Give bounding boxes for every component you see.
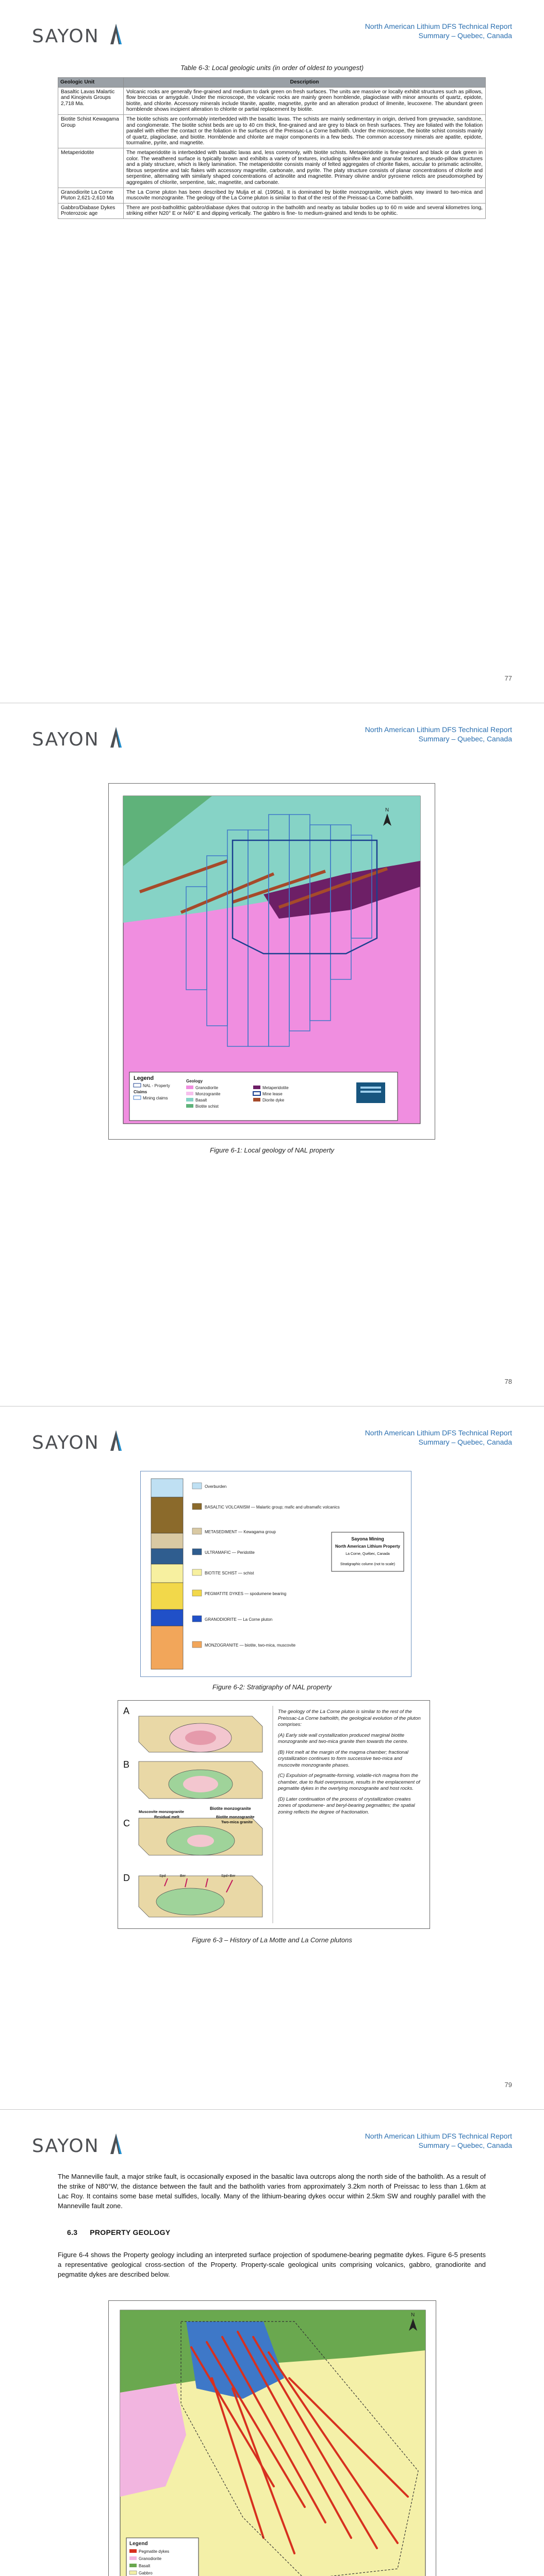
figure-caption: Figure 6-3 – History of La Motte and La Corne plutons: [192, 1936, 352, 1944]
strat-unit-label: GRANODIORITE — La Corne pluton: [205, 1617, 273, 1622]
report-subtitle: Summary – Quebec, Canada: [418, 31, 512, 40]
strat-unit-label: PEGMATITE DYKES — spodumene bearing: [205, 1591, 287, 1596]
figure-step-text: (B) Hot melt at the margin of the magma chamber; fractional crystallization continues to form successive two-mica and muscovite monzogranite phases.: [278, 1749, 408, 1768]
legend-label: Biotite schist: [195, 1104, 219, 1109]
logo-text: SAYON: [32, 2136, 100, 2157]
local-geology-map: [108, 783, 435, 1140]
svg-text:N: N: [411, 2312, 415, 2318]
property-geology-map: [108, 2300, 436, 2576]
column-header: Geologic Unit: [58, 78, 124, 88]
logo-accent-icon: [109, 1428, 123, 1452]
report-header: [365, 1428, 512, 1447]
stratigraphy-figure: [140, 1471, 411, 1677]
document-page: [0, 703, 544, 1406]
stratigraphy-graphic: [141, 1471, 411, 1676]
legend-label: Claims: [134, 1090, 147, 1094]
property-map-graphic: [109, 2301, 436, 2576]
body-paragraph: Figure 6-4 shows the Property geology including an interpreted surface projection of spodumene-bearing pegmatite dykes. Figure 6-5 presents a representative geological cross-section of the Property. Property-scale geological units comprising volcanics, gabbro, granodiorite and pegmatite dykes are described below.: [58, 2251, 486, 2278]
geology-map-graphic: [109, 784, 435, 1139]
figure-label: Muscovite monzogranite: [139, 1809, 184, 1814]
page-number: 79: [504, 2081, 512, 2089]
figure-caption: Figure 6-1: Local geology of NAL property: [209, 1146, 335, 1154]
figure-label: Spd: [159, 1874, 166, 1878]
sayona-logo: [32, 2129, 125, 2158]
legend-label: NAL - Property: [143, 1083, 170, 1088]
figure-label: Spd+Ber: [221, 1874, 236, 1878]
legend-label: Gabbro: [139, 2571, 153, 2575]
figure-caption: Figure 6-2: Stratigraphy of NAL property: [212, 1683, 332, 1691]
figure-label: Biotite monzogranite: [216, 1815, 255, 1819]
report-title: North American Lithium DFS Technical Report: [365, 2132, 512, 2140]
report-subtitle: Summary – Quebec, Canada: [418, 2141, 512, 2149]
table-caption: Table 6-3: Local geologic units (in order of oldest to youngest): [180, 64, 364, 72]
description-cell: Volcanic rocks are generally fine-grained and medium to dark green on fresh surfaces. The units are massive or locally exhibit structures such as pillows, flow breccias or amygdule. Under the microscope, the volcanic rocks are mainly green hornblende, plagioclase with minor amounts of quartz, epidote, biotite, and chlorite. Accessory minerals include titanite, apatite, magnetite, pyrite and an alteration product of ilmenite, leucoxene. The abundant green hornblende shows incipient alteration to chlorite or partial replacement by biotite.: [124, 87, 486, 114]
unit-cell: Granodiorite La Corne Pluton 2,621-2,610 Ma: [58, 188, 124, 203]
strat-unit-label: MONZOGRANITE — biotite, two-mica, muscovite: [205, 1643, 296, 1648]
legend-label: Diorite dyke: [262, 1098, 285, 1103]
report-header: [365, 2131, 512, 2150]
legend-label: Mine lease: [262, 1092, 283, 1096]
description-cell: The biotite schists are conformably interbedded with the basaltic lavas. The schists are mainly sedimentary in origin, derived from greywacke, sandstone, and conglomerate. The biotite schist beds are up to 40 cm thick, fine-grained and are grey to black on fresh surfaces. They are foliated with the foliation parallel with either the contact or the foliation in the surfaces of the Preissac-La Corne batholith. Under the microscope, the biotite schist consists mainly of quartz, plagioclase, and biotite. Hornblende and chlorite are major components in a few beds. The common accessory minerals are apatite, epidote, tourmaline, pyrite, and magnetite.: [124, 114, 486, 148]
report-subtitle: Summary – Quebec, Canada: [418, 1438, 512, 1446]
figure-step-text: (C) Expulsion of pegmatite-forming, volatile-rich magma from the chamber, due to fluid overpressure, results in the emplacement of pegmatite dykes in the overlying monzogranite and host rocks.: [278, 1773, 420, 1791]
legend-label: Granodiorite: [139, 2556, 162, 2561]
stage-letter: D: [123, 1873, 130, 1883]
strat-unit-label: BIOTITE SCHIST — schist: [205, 1571, 254, 1575]
sayona-logo: [32, 723, 125, 752]
page-number: 77: [504, 674, 512, 682]
document-page: [0, 2110, 544, 2576]
report-header: [365, 22, 512, 40]
table-header-row: [58, 78, 486, 88]
legend-label: Monzogranite: [195, 1092, 221, 1096]
legend-label: Basalt: [195, 1098, 207, 1103]
legend-title: Legend: [134, 1075, 154, 1081]
sayona-logo: [32, 20, 125, 48]
table-row: [58, 188, 486, 203]
document-page: [0, 0, 544, 703]
unit-cell: Gabbro/Diabase Dykes Proterozoic age: [58, 203, 124, 218]
document-page: [0, 1406, 544, 2110]
logo-accent-icon: [109, 725, 123, 749]
legend-title: Legend: [129, 2541, 148, 2547]
logo-accent-icon: [109, 22, 123, 45]
report-title: North American Lithium DFS Technical Report: [365, 22, 512, 30]
section-heading: [67, 2228, 170, 2236]
legend-label: Pegmatite dykes: [139, 2549, 170, 2554]
geologic-units-table: [58, 77, 486, 219]
figure-step-text: (A) Early side wall crystallization produced marginal biotite monzogranite and two-mica granite then towards the centre.: [278, 1732, 408, 1744]
column-header: Description: [124, 78, 486, 88]
table-row: [58, 87, 486, 114]
strat-box-title: Sayona Mining: [351, 1536, 384, 1541]
description-cell: The metaperidotite is interbedded with basaltic lavas and, less commonly, with biotite schists. Metaperidotite is fine-grained and black or dark green in color. The weathered surface is typically brown and exhibits a variety of textures, including spinifex-like and granular textures, pseudo-pillow structures and a platy structure, which is likely lamination. The metaperidotite consists mainly of felted aggregates of chlorite flakes, acicular to prismatic actinolite, fibrous serpentine and talc flakes with accessory magnetite, carbonate, and pyrite. The platy structure consists of planar concentrations of chlorite and serpentine, alternating with similarly shaped concentrations of actinolite and magnetite. Primary olivine and/or pyroxene relicts are pseudomorphed by aggregates of chlorite, serpentine, talc, magnetite, and carbonate.: [124, 148, 486, 188]
logo-text: SAYON: [32, 729, 100, 750]
strat-unit-label: Overburden: [205, 1484, 227, 1489]
legend-label: Metaperidotite: [262, 1086, 289, 1090]
table-row: [58, 114, 486, 148]
stage-letter: A: [123, 1706, 130, 1716]
figure-step-text: (D) Later continuation of the process of crystallization creates zones of spodumene- and beryl-bearing pegmatites; the spatial zoning reflects the degree of fractionation.: [278, 1796, 415, 1815]
logo-text: SAYON: [32, 26, 100, 47]
unit-cell: Basaltic Lavas Malartic and Kinojevis Groups 2,718 Ma.: [58, 87, 124, 114]
description-cell: The La Corne pluton has been described by Mulja et al. (1995a). It is dominated by biotite monzogranite, which gives way inward to two-mica and muscovite monzogranite. The geology of the La Corne pluton is similar to that of the rest of the Preissac-La Corne batholith.: [124, 188, 486, 203]
legend-label: Granodiorite: [195, 1086, 219, 1090]
body-paragraph: The Manneville fault, a major strike fault, is occasionally exposed in the basaltic lava outcrops along the north side of the batholith. As a result of the strike of N80°W, the distance between the fault and the batholith varies from approximately 3.2km north of Preissac to less than 1.6km at Lac Roy. It contains some base metal sulfides, locally. Many of the lithium-bearing dykes occur within 2.5km SW and roughly parallel with the Manneville fault zone.: [58, 2173, 486, 2210]
svg-text:N: N: [385, 807, 389, 813]
unit-cell: Biotite Schist Kewagama Group: [58, 114, 124, 148]
pluton-history-figure: [118, 1700, 430, 1929]
legend-label: Mining claims: [143, 1096, 168, 1100]
figure-label: Ber: [180, 1874, 186, 1878]
report-title: North American Lithium DFS Technical Report: [365, 1429, 512, 1437]
description-cell: There are post-batholithic gabbro/diabase dykes that outcrop in the batholith and nearby as tabular bodies up to 60 m wide and several kilometres long, striking either N20° E or N40° E and dipping vertically. The gabbro is fine- to medium-grained and tends to be ophitic.: [124, 203, 486, 218]
figure-label: Two-mica granite: [221, 1820, 253, 1824]
sayona-logo: [32, 1426, 125, 1455]
strat-box-note: La Corne, Québec, Canada: [345, 1552, 390, 1556]
logo-accent-icon: [109, 2131, 123, 2155]
stage-letter: B: [123, 1759, 130, 1770]
section-title: PROPERTY GEOLOGY: [90, 2228, 171, 2236]
legend-label: Basalt: [139, 2564, 151, 2568]
unit-cell: Metaperidotite: [58, 148, 124, 188]
figure-label: Biotite monzogranite: [210, 1806, 251, 1811]
table-row: [58, 203, 486, 218]
logo-text: SAYON: [32, 1432, 100, 1453]
strat-unit-label: ULTRAMAFIC — Peridotite: [205, 1550, 255, 1555]
report-subtitle: Summary – Quebec, Canada: [418, 735, 512, 743]
figure-label: Residual melt: [154, 1815, 179, 1819]
strat-box-subtitle: North American Lithium Property: [335, 1544, 400, 1549]
table-row: [58, 148, 486, 188]
figure-intro-text: The geology of the La Corne pluton is similar to the rest of the Preissac-La Corne batholith, the geological evolution of the pluton comprises:: [278, 1709, 421, 1727]
strat-unit-label: BASALTIC VOLCANISM — Malartic group; mafic and ultramafic volcanics: [205, 1505, 340, 1510]
page-number: 78: [504, 1378, 512, 1385]
legend-label: Geology: [186, 1079, 203, 1083]
strat-box-footer: Stratigraphic column (not to scale): [340, 1563, 395, 1566]
pluton-history-graphic: [118, 1701, 430, 1928]
stage-letter: C: [123, 1818, 130, 1828]
strat-unit-label: METASEDIMENT — Kewagama group: [205, 1530, 276, 1534]
section-number: 6.3: [67, 2228, 78, 2236]
report-header: [365, 725, 512, 743]
report-title: North American Lithium DFS Technical Report: [365, 725, 512, 734]
